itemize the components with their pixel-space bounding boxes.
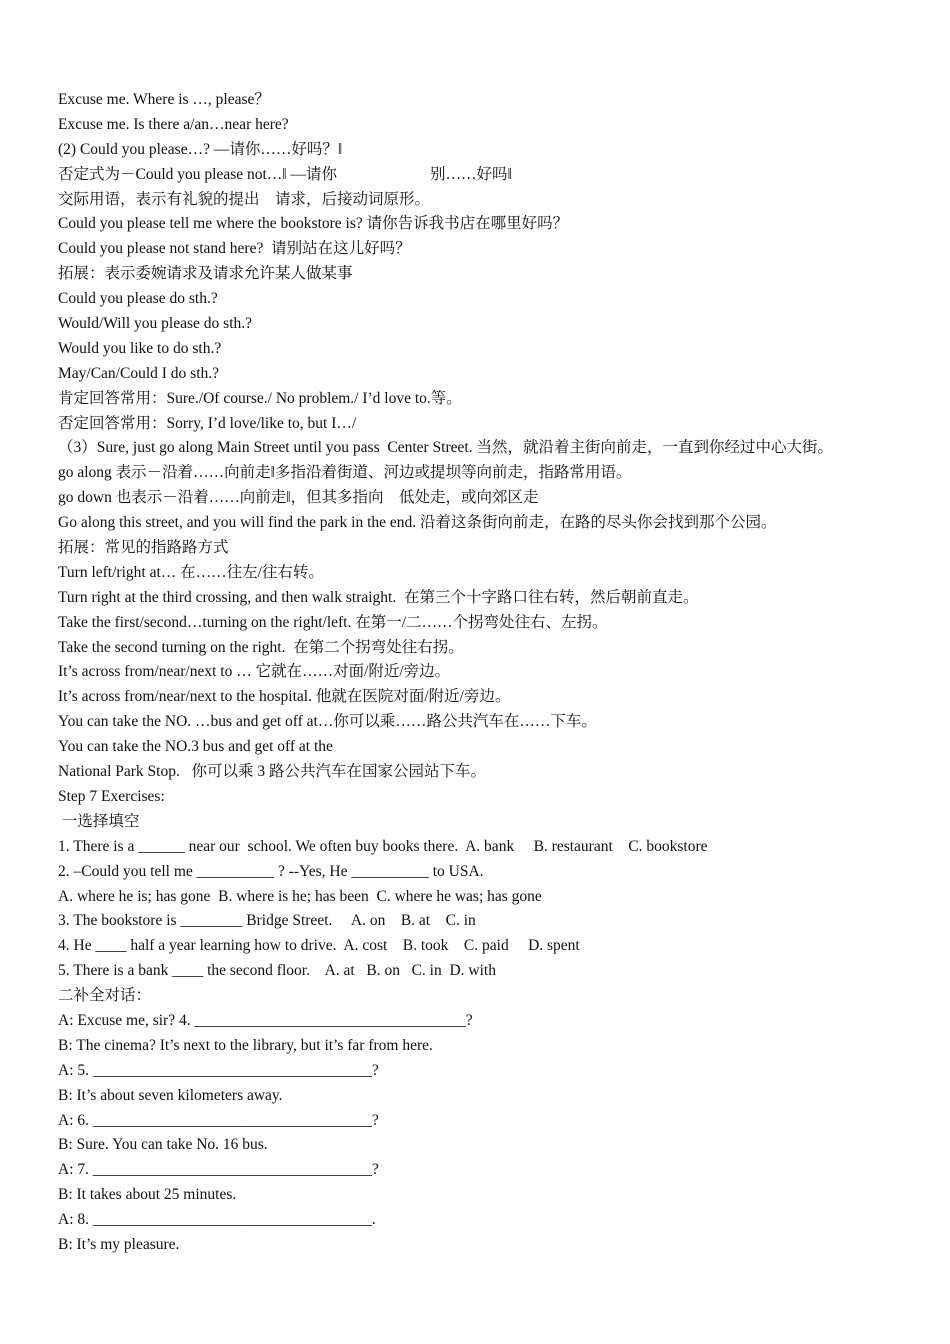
text-line: 拓展：常见的指路路方式: [58, 539, 229, 557]
text-line: 拓展：表示委婉请求及请求允许某人做某事: [58, 265, 353, 283]
text-line: 交际用语，表示有礼貌的提出 请求，后接动词原形。: [58, 190, 431, 208]
dialogue-line: B: The cinema? It’s next to the library, but it’s far from here.: [58, 1036, 433, 1054]
text-line: Go along this street, and you will find the park in the end. 沿着这条街向前走，在路的尽头你会找到那个公园。: [58, 514, 777, 532]
dialogue-line: B: It’s my pleasure.: [58, 1235, 180, 1253]
exercise-options: A. where he is; has gone B. where is he; has been C. where he was; has gone: [58, 887, 542, 905]
text-line: May/Can/Could I do sth.?: [58, 364, 220, 382]
text-line: You can take the NO. …bus and get off at…你可以乘……路公共汽车在……下车。: [58, 713, 597, 731]
document-page: [58, 88, 938, 1258]
section-heading: 二补全对话：: [58, 987, 152, 1005]
text-line: go along 表示－沿着……向前走‖多指沿着街道、河边或提坝等向前走，指路常用语。: [58, 464, 632, 482]
text-line: Would/Will you please do sth.?: [58, 315, 252, 333]
text-line: (2) Could you please…? —请你……好吗？‖: [58, 140, 343, 158]
exercise-item: 3. The bookstore is ________ Bridge Street. A. on B. at C. in: [58, 912, 476, 930]
exercise-item: 2. –Could you tell me __________ ? --Yes, He __________ to USA.: [58, 862, 484, 880]
dialogue-line: A: 5. ____________________________________?: [58, 1061, 379, 1079]
text-line: National Park Stop. 你可以乘 3 路公共汽车在国家公园站下车。: [58, 763, 486, 781]
text-line: Could you please tell me where the bookstore is? 请你告诉我书店在哪里好吗？: [58, 215, 569, 233]
text-line: It’s across from/near/next to … 它就在……对面/附近/旁边。: [58, 663, 451, 681]
section-heading: Step 7 Exercises:: [58, 787, 165, 805]
text-line: Could you please do sth.?: [58, 290, 218, 308]
text-line: You can take the NO.3 bus and get off at the: [58, 738, 333, 756]
text-line: Excuse me. Where is …, please？: [58, 91, 270, 108]
text-line: Take the second turning on the right. 在第二个拐弯处往右拐。: [58, 638, 464, 656]
text-line: go down 也表示－沿着……向前走‖，但其多指向 低处走，或向郊区走: [58, 489, 539, 507]
dialogue-line: A: 8. ____________________________________.: [58, 1211, 376, 1229]
text-line: （3）Sure, just go along Main Street until you pass Center Street. 当然，就沿着主街向前走，一直到你经过中心大街。: [58, 439, 833, 457]
text-line: 否定回答常用：Sorry, I’d love/like to, but I…/: [58, 414, 357, 432]
dialogue-line: B: It’s about seven kilometers away.: [58, 1086, 283, 1104]
exercise-item: 5. There is a bank ____ the second floor. A. at B. on C. in D. with: [58, 962, 496, 980]
text-line: Take the first/second…turning on the right/left. 在第一/二……个拐弯处往右、左拐。: [58, 613, 608, 631]
text-line: Turn right at the third crossing, and then walk straight. 在第三个十字路口往右转，然后朝前直走。: [58, 588, 699, 606]
text-line: Could you please not stand here? 请别站在这儿好吗？: [58, 240, 411, 258]
dialogue-line: A: 6. ____________________________________?: [58, 1111, 379, 1129]
dialogue-line: B: Sure. You can take No. 16 bus.: [58, 1136, 268, 1154]
text-line: 否定式为－Could you please not…‖ —请你 别……好吗‖: [58, 165, 512, 183]
text-line: Excuse me. Is there a/an…near here?: [58, 115, 289, 133]
dialogue-line: A: Excuse me, sir? 4. ___________________________________?: [58, 1011, 473, 1029]
text-line: Turn left/right at… 在……往左/往右转。: [58, 563, 324, 581]
dialogue-line: A: 7. ____________________________________?: [58, 1161, 379, 1179]
text-line: 肯定回答常用：Sure./Of course./ No problem./ I’d love to.等。: [58, 389, 462, 407]
dialogue-line: B: It takes about 25 minutes.: [58, 1186, 237, 1204]
text-line: Would you like to do sth.?: [58, 339, 222, 357]
exercise-item: 4. He ____ half a year learning how to drive. A. cost B. took C. paid D. spent: [58, 937, 580, 955]
section-heading: 一选择填空: [58, 812, 140, 830]
text-line: It’s across from/near/next to the hospital. 他就在医院对面/附近/旁边。: [58, 688, 511, 706]
exercise-item: 1. There is a ______ near our school. We often buy books there. A. bank B. restaurant C. bookstore: [58, 837, 708, 855]
